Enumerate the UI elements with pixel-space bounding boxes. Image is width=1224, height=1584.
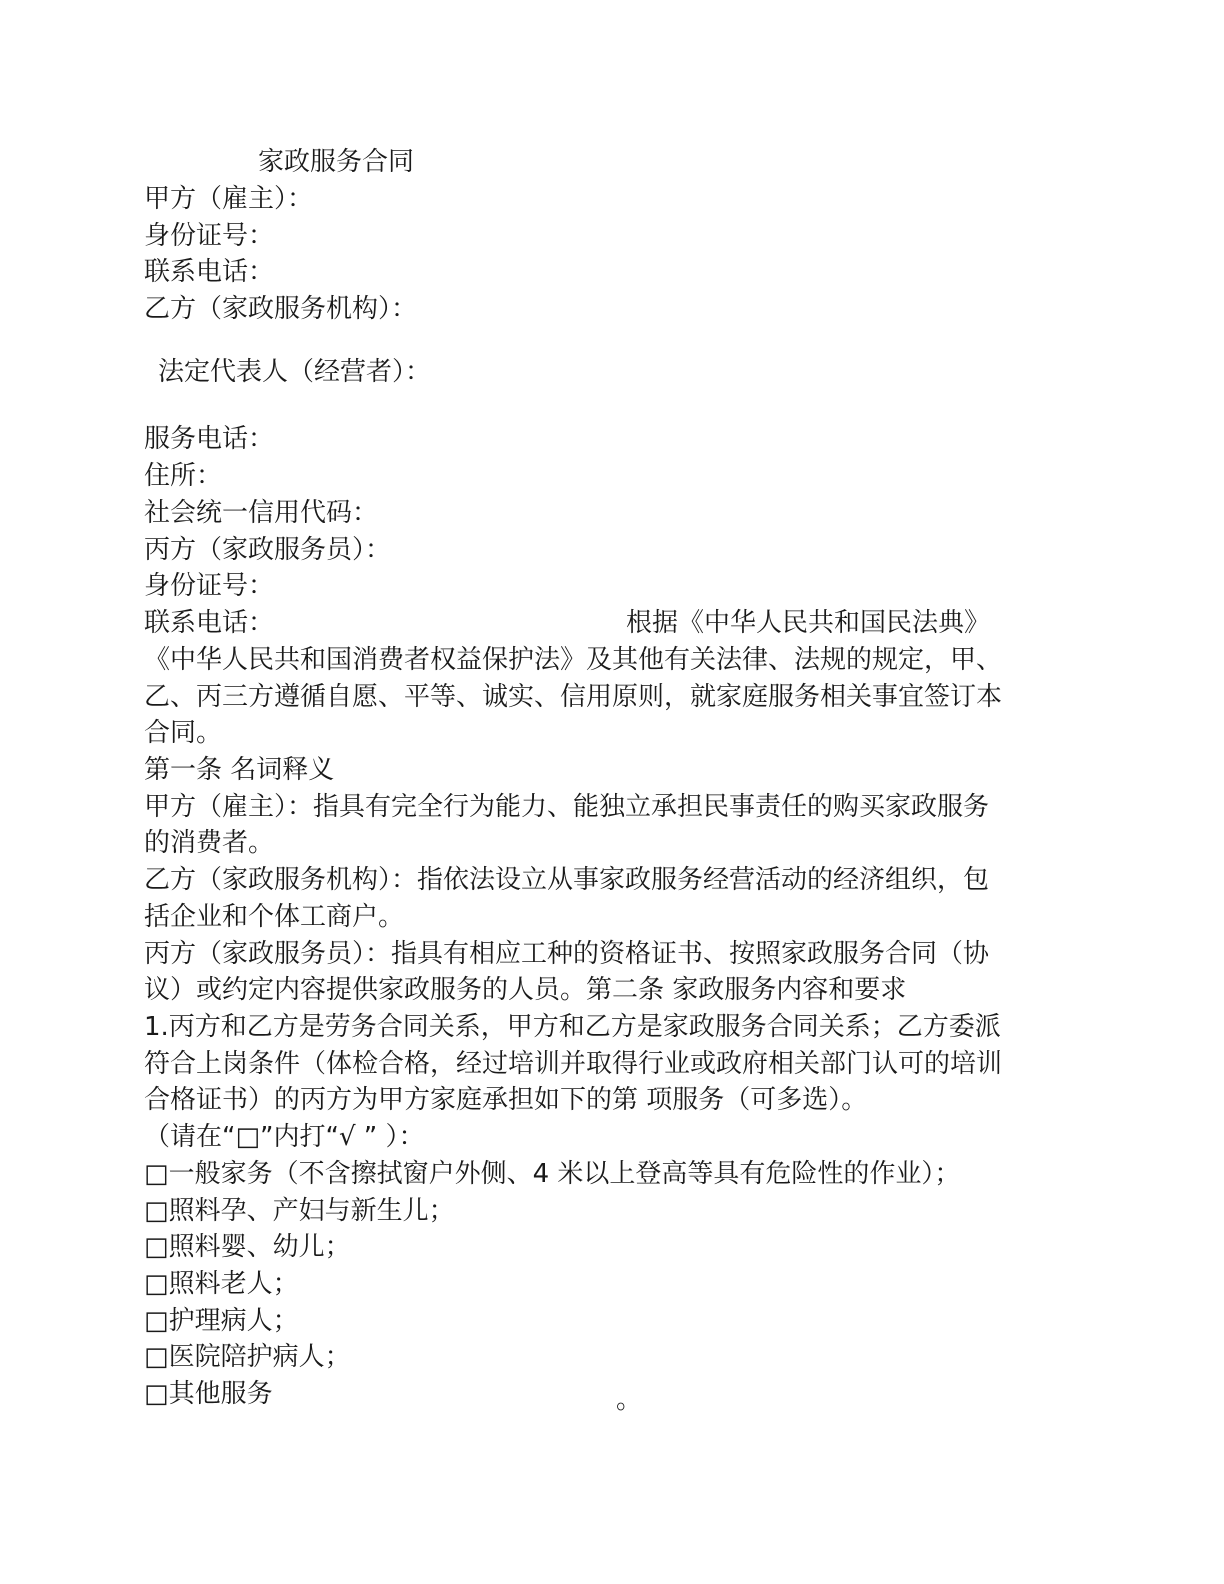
preamble-line: 《中华人民共和国消费者权益保护法》及其他有关法律、法规的规定，甲、 bbox=[144, 645, 1003, 675]
party-b-rep-label: 法定代表人（经营者）： bbox=[158, 357, 432, 387]
service-option-general-housework: □一般家务（不含擦拭窗户外侧、4 米以上登高等具有危险性的作业）； bbox=[144, 1159, 961, 1189]
definition-party-b: 乙方（家政服务机构）：指依法设立从事家政服务经营活动的经济组织，包 bbox=[144, 865, 990, 895]
preamble-start: 根据《中华人民共和国民法典》 bbox=[626, 608, 991, 638]
service-option-patient-care: □护理病人； bbox=[144, 1306, 299, 1336]
document-title: 家政服务合同 bbox=[258, 147, 415, 177]
definition-party-c: 丙方（家政服务员）：指具有相应工种的资格证书、按照家政服务合同（协 bbox=[144, 939, 990, 969]
party-b-label: 乙方（家政服务机构）： bbox=[144, 294, 418, 324]
definition-party-c: 议）或约定内容提供家政服务的人员。第二条 家政服务内容和要求 bbox=[144, 975, 907, 1005]
service-option-other: □其他服务 bbox=[144, 1379, 273, 1409]
clause-1-line: 合格证书）的丙方为甲方家庭承担如下的第 项服务（可多选）。 bbox=[144, 1085, 868, 1115]
definition-party-b: 括企业和个体工商户。 bbox=[144, 902, 405, 932]
party-c-phone-label: 联系电话： bbox=[144, 608, 275, 638]
preamble-line: 合同。 bbox=[144, 718, 223, 748]
other-service-period: 。 bbox=[616, 1385, 643, 1415]
definition-party-a: 的消费者。 bbox=[144, 828, 275, 858]
party-a-label: 甲方（雇主）： bbox=[144, 184, 314, 214]
service-option-infant-care: □照料婴、幼儿； bbox=[144, 1232, 351, 1262]
checkbox-instruction: （请在“□”内打“√ ” ）： bbox=[144, 1122, 425, 1152]
party-c-label: 丙方（家政服务员）： bbox=[144, 535, 392, 565]
article-1-heading: 第一条 名词释义 bbox=[144, 755, 335, 785]
clause-1-line: 1.丙方和乙方是劳务合同关系，甲方和乙方是家政服务合同关系；乙方委派 bbox=[144, 1012, 1001, 1042]
service-option-hospital-escort: □医院陪护病人； bbox=[144, 1342, 351, 1372]
service-option-maternity-care: □照料孕、产妇与新生儿； bbox=[144, 1196, 455, 1226]
party-b-phone-label: 服务电话： bbox=[144, 424, 275, 454]
clause-1-line: 符合上岗条件（体检合格，经过培训并取得行业或政府相关部门认可的培训 bbox=[144, 1049, 1003, 1079]
party-b-credit-code-label: 社会统一信用代码： bbox=[144, 498, 379, 528]
party-b-address-label: 住所： bbox=[144, 461, 223, 491]
preamble-line: 乙、丙三方遵循自愿、平等、诚实、信用原则，就家庭服务相关事宜签订本 bbox=[144, 682, 1003, 712]
party-c-id-label: 身份证号： bbox=[144, 571, 275, 601]
party-a-phone-label: 联系电话： bbox=[144, 257, 275, 287]
service-option-elderly-care: □照料老人； bbox=[144, 1269, 299, 1299]
party-a-id-label: 身份证号： bbox=[144, 221, 275, 251]
definition-party-a: 甲方（雇主）：指具有完全行为能力、能独立承担民事责任的购买家政服务 bbox=[144, 792, 990, 822]
